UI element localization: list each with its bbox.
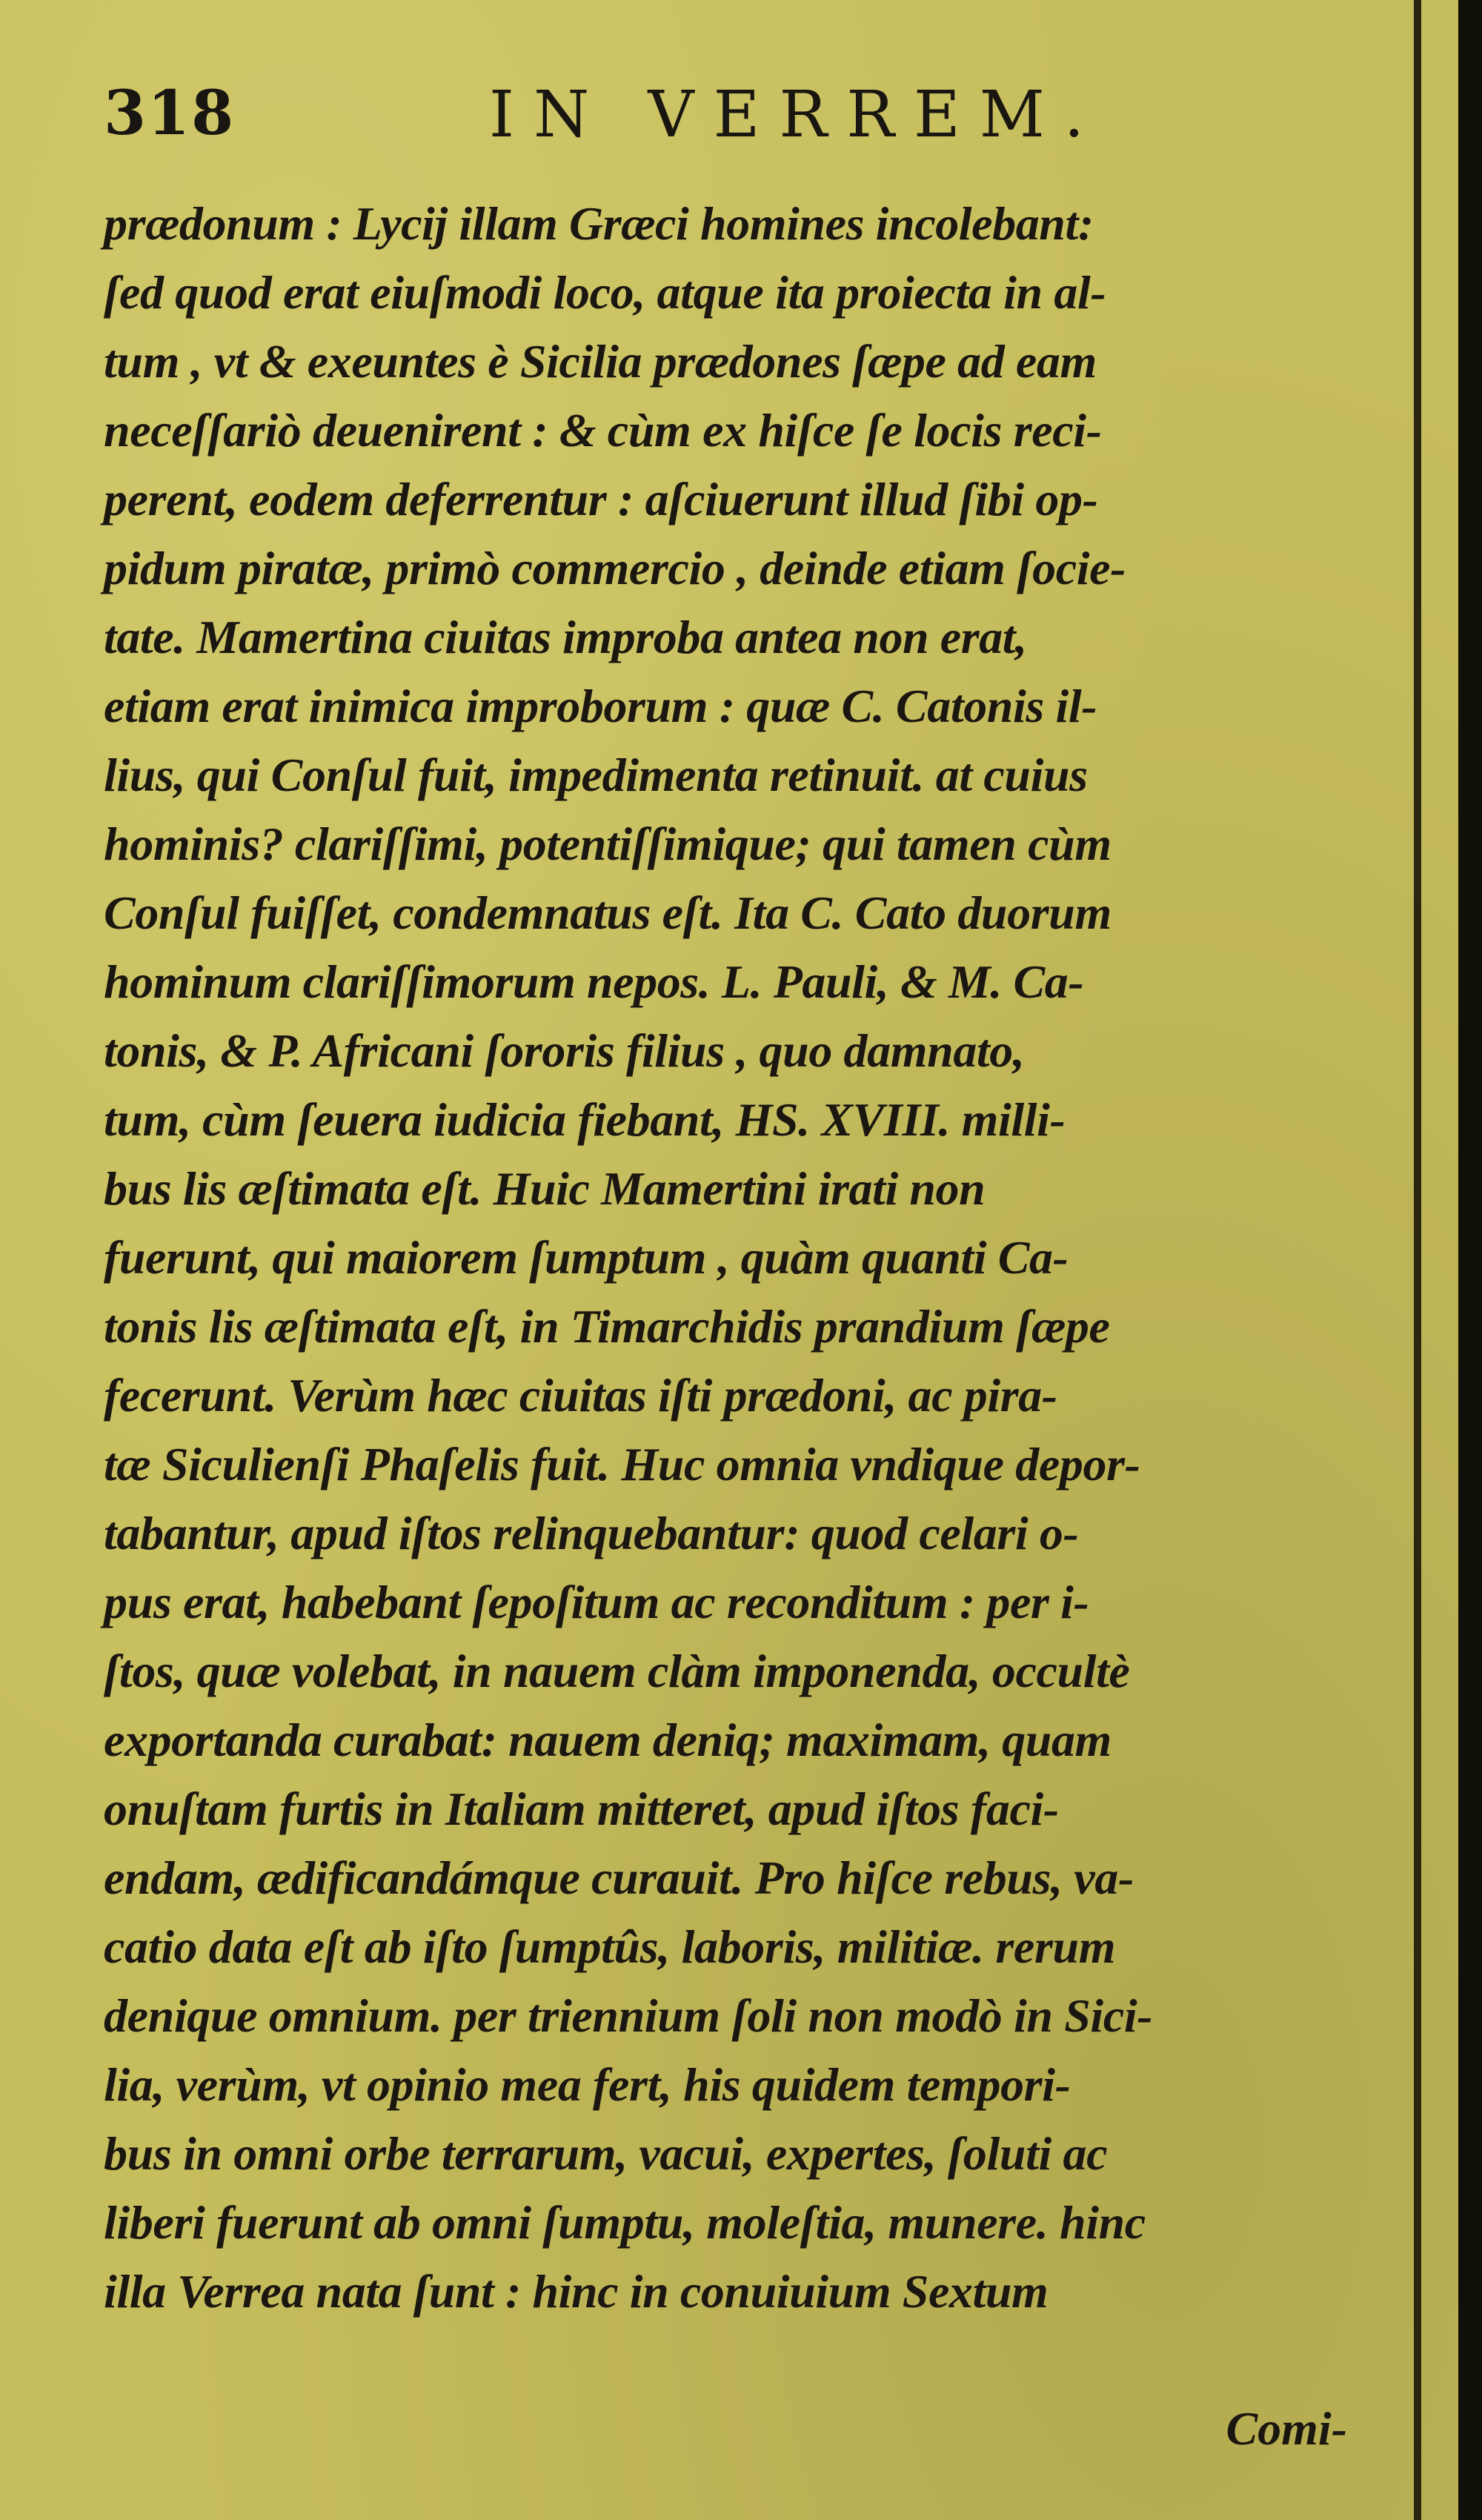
text-line: tonis, & P. Africani ſororis filius , quo damnato, <box>104 1024 1025 1077</box>
text-line: tum, cùm ſeuera iudicia fiebant, HS. XVIII. milli- <box>104 1093 1066 1146</box>
text-line: lia, verùm, vt opinio mea fert, his quidem tempori- <box>104 2058 1071 2111</box>
page-number: 318 <box>104 78 236 149</box>
text-line: hominum clariſſimorum nepos. L. Pauli, & M. Ca- <box>104 955 1084 1008</box>
text-line: liberi fuerunt ab omni ſumptu, moleſtia, munere. hinc <box>104 2196 1146 2249</box>
text-line: onuſtam furtis in Italiam mitteret, apud iſtos faci- <box>104 1783 1059 1835</box>
text-line: denique omnium. per triennium ſoli non modò in Sici- <box>104 1989 1153 2042</box>
text-line: bus lis æſtimata eſt. Huic Mamertini irati non <box>104 1162 986 1215</box>
text-line: fuerunt, qui maiorem ſumptum , quàm quanti Ca- <box>104 1231 1069 1284</box>
latin-text-block <box>104 189 1408 2326</box>
text-line: tabantur, apud iſtos relinquebantur: quod celari o- <box>104 1507 1079 1559</box>
text-line: endam, ædificandámque curauit. Pro hiſce rebus, va- <box>104 1851 1134 1904</box>
catchword: Comi- <box>1226 2402 1347 2455</box>
text-line: tæ Siculienſi Phaſelis fuit. Huc omnia vndique depor- <box>104 1438 1140 1491</box>
text-line: perent, eodem deferrentur : aſciuerunt illud ſibi op- <box>104 473 1098 525</box>
book-gutter <box>1458 0 1482 2520</box>
text-line: lius, qui Conſul fuit, impedimenta retinuit. at cuius <box>104 749 1088 801</box>
text-line: bus in omni orbe terrarum, vacui, expertes, ſoluti ac <box>104 2127 1108 2180</box>
running-head <box>104 78 1408 167</box>
text-line: tum , vt & exeuntes è Sicilia prædones ſæpe ad eam <box>104 335 1097 388</box>
text-line: catio data eſt ab iſto ſumptûs, laboris, militiæ. rerum <box>104 1920 1116 1973</box>
text-line: pus erat, habebant ſepoſitum ac reconditum : per i- <box>104 1576 1089 1628</box>
text-line: ſed quod erat eiuſmodi loco, atque ita proiecta in al- <box>104 266 1106 319</box>
text-line: Conſul fuiſſet, condemnatus eſt. Ita C. Cato duorum <box>104 886 1112 939</box>
text-line: hominis? clariſſimi, potentiſſimique; qui tamen cùm <box>104 818 1112 870</box>
text-line: neceſſariò deuenirent : & cùm ex hiſce ſe locis reci- <box>104 404 1102 457</box>
running-title: IN VERREM. <box>489 78 1104 152</box>
text-line: pidum piratæ, primò commercio , deinde etiam ſocie- <box>104 542 1126 594</box>
text-line: prædonum : Lycij illam Græci homines incolebant: <box>104 197 1094 250</box>
text-line: tonis lis æſtimata eſt, in Timarchidis prandium ſæpe <box>104 1300 1110 1353</box>
text-line: illa Verrea nata ſunt : hinc in conuiuium Sextum <box>104 2265 1049 2318</box>
page-edge-shadow <box>1414 0 1421 2520</box>
text-line: tate. Mamertina ciuitas improba antea non erat, <box>104 611 1027 663</box>
text-line: ſtos, quæ volebat, in nauem clàm imponenda, occultè <box>104 1645 1130 1697</box>
text-line: etiam erat inimica improborum : quæ C. Catonis il- <box>104 680 1097 732</box>
text-line: fecerunt. Verùm hæc ciuitas iſti prædoni, ac pira- <box>104 1369 1057 1422</box>
text-line: exportanda curabat: nauem deniq; maximam, quam <box>104 1714 1112 1766</box>
